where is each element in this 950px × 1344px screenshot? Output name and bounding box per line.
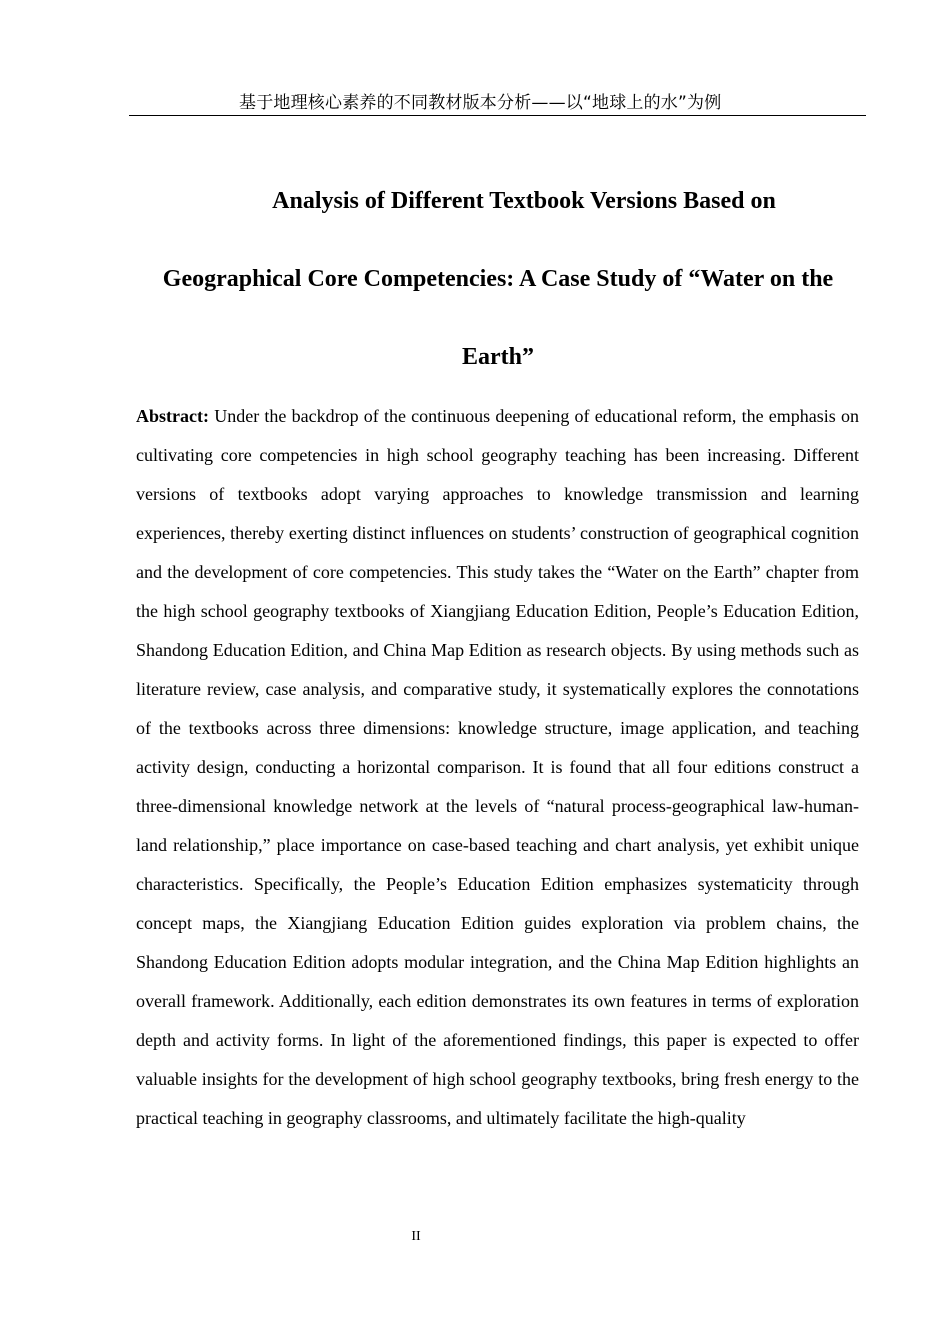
paper-title-line-1: Analysis of Different Textbook Versions Based on xyxy=(272,188,776,214)
running-header-title: 基于地理核心素养的不同教材版本分析——以“地球上的水”为例 xyxy=(239,93,722,113)
abstract-paragraph xyxy=(136,397,859,1138)
abstract-label: Abstract: xyxy=(136,406,209,426)
page-number: II xyxy=(411,1229,421,1244)
paper-title-line-2: Geographical Core Competencies: A Case Study of “Water on the xyxy=(162,266,834,292)
running-header xyxy=(129,92,866,116)
abstract-text: Under the backdrop of the continuous deepening of educational reform, the emphasis on cultivating core competencies in high school geography teaching has been increasing. Different versions of textbooks adopt varying approaches to knowledge transmission and learning experiences, thereby exerting distinct influences on students’ construction of geographical cognition and the development of core competencies. This study takes the “Water on the Earth” chapter from the high school geography textbooks of Xiangjiang Education Edition, People’s Education Edition, Shandong Education Edition, and China Map Edition as research objects. By using methods such as literature review, case analysis, and comparative study, it systematically explores the connotations of the textbooks across three dimensions: knowledge structure, image application, and teaching activity design, conducting a horizontal comparison. It is found that all four editions construct a three-dimensional knowledge network at the levels of “natural process-geographical law-human-land relationship,” place importance on case-based teaching and chart analysis, yet exhibit unique characteristics. Specifically, the People’s Education Edition emphasizes systematicity through concept maps, the Xiangjiang Education Edition guides exploration via problem chains, the Shandong Education Edition adopts modular integration, and the China Map Edition highlights an overall framework. Additionally, each edition demonstrates its own features in terms of exploration depth and activity forms. In light of the aforementioned findings, this paper is expected to offer valuable insights for the development of high school geography textbooks, bring fresh energy to the practical teaching in geography classrooms, and ultimately facilitate the high-quality xyxy=(136,406,860,1128)
paper-title-line-3: Earth” xyxy=(462,344,534,370)
paper-title xyxy=(136,162,860,396)
